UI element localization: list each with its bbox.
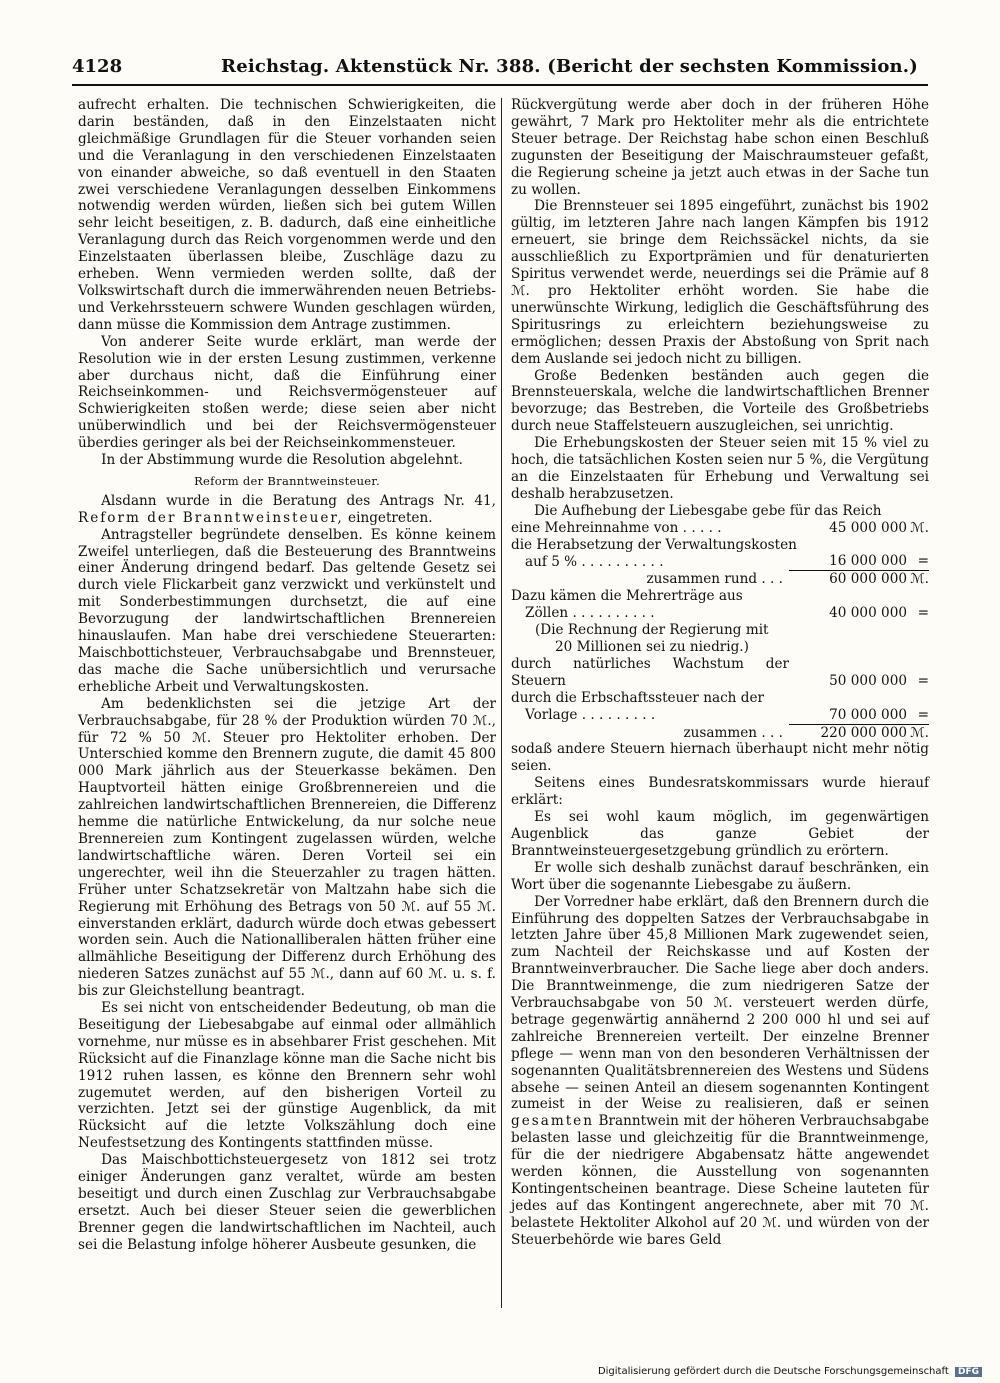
calc-row (511, 605, 929, 622)
calc-amount: 16 000 000 (789, 553, 907, 570)
dfg-logo: DFG (955, 1367, 982, 1377)
calc-label: Vorlage . . . . . . . . . (525, 707, 656, 724)
calc-amount: 45 000 000 (829, 519, 907, 536)
calc-label: durch natürliches Wachstum der Steuern (511, 655, 789, 689)
paragraph: Es sei wohl kaum möglich, im gegenwärtigen Augenblick das ganze Gebiet der Branntweinsteuergesetzgebung gründlich zu erörtern. (511, 809, 929, 859)
page-number: 4128 (72, 56, 123, 77)
calc-row (511, 656, 929, 690)
calc-row (511, 639, 929, 656)
header-rule (72, 84, 928, 86)
calc-unit: = (907, 707, 929, 724)
calc-amount: 220 000 000 (820, 724, 907, 741)
calc-row (511, 622, 929, 639)
text-span: Der Vorredner habe erklärt, daß den Brennern durch die Einführung des doppelten Satzes der Verbrauchsabgabe in letzten Jahre über 45,8 Millionen Mark zugewendet seien, zum Nachteil der Reichskasse und auf Kosten der Branntweinverbraucher. Die Sache liege aber doch anders. Die Branntweinmenge, die zum niedrigeren Satze der Verbrauchsabgabe von 50 ℳ. versteuert werden dürfe, betrage gegenwärtig annähernd 2 200 000 hl und sei auf zahlreiche Brennereien verteilt. Der einzelne Brenner pflege — wenn man von den besonderen Verhältnissen der sogenannten Qualitätsbrennereien des Westens und Südens absehe — seinen Anteil an diesem sogenannten Kontingent zumeist in der Weise zu realisieren, daß er seinen (511, 893, 929, 1113)
paragraph: Antragsteller begründete denselben. Es könne keinem Zweifel unterliegen, daß die Besteuerung des Branntweins einer Änderung dringend bedarf. Das geltende Gesetz sei durch viele Flickarbeit ganz verzwickt und verkünstelt und mit Sonderbestimmungen durchsetzt, die auf eine Bevorzugung der landwirtschaftlichen Brennereien hinauslaufen. Man habe drei verschiedene Steuerarten: Maischbottichsteuer, Verbrauchsabgabe und Brennsteuer, das mache die Sache unübersichtlich und verursache erhebliche Arbeit und Verwaltungskosten. (78, 526, 496, 695)
calc-label: die Herabsetzung der Verwaltungskosten (511, 536, 797, 553)
emphasis-text: Reform der Branntweinsteuer, (78, 509, 344, 526)
paragraph: aufrecht erhalten. Die technischen Schwierigkeiten, die darin beständen, daß in den Einzelstaaten nicht gleichmäßige Grundlagen für die Steuer vorhanden seien und die Veranlagung in den verschiedenen Einzelstaaten von einander abweiche, so daß eventuell in den Staaten zwei verschiedene Veranlagungen desselben Einkommens notwendig werden würden, ließen sich bei gutem Willen sehr leicht beseitigen, z. B. dadurch, daß eine einheitliche Veranlagung durch das Reich vorgenommen werde und den Einzelstaaten überlassen bleibe, Zuschläge dazu zu erheben. Wenn vermieden werden sollte, daß der Volkswirtschaft durch die immerwährenden neuen Betriebs- und Verkehrssteuern schwere Wunden geschlagen würden, dann müsse die Kommission dem Antrage zustimmen. (78, 97, 496, 333)
paragraph: In der Abstimmung wurde die Resolution abgelehnt. (101, 452, 463, 469)
text-span: Branntwein mit der höheren Verbrauchsabgabe belasten lasse und gleichzeitig für die Branntweinmenge, für die der niedrigere Abgabensatz hätte angewendet werden können, die Ausstellung von sogenannten Kontingentscheinen beantrage. Diese Scheine lauteten für jedes auf das Kontingent angerechnete, aber mit 70 ℳ. belastete Hektoliter Alkohol auf 20 ℳ. und würden von der Steuerbehörde wie bares Geld (511, 1113, 929, 1248)
digitization-credit (598, 1366, 982, 1377)
paragraph (78, 493, 496, 527)
calc-note: 20 Millionen sei zu niedrig.) (555, 639, 749, 655)
calc-label: durch die Erbschaftssteuer nach der (511, 689, 764, 706)
calc-unit: = (907, 553, 929, 570)
paragraph: Es sei nicht von entscheidender Bedeutung, ob man die Beseitigung der Liebesabgabe auf einmal oder allmählich vornehme, nur müsse es in absehbarer Frist geschehen. Mit Rücksicht auf die Finanzlage könne man die Sache nicht bis 1912 ruhen lassen, es könne den Brennern sehr wohl zugemutet werden, auf den bisherigen Vorteil zu verzichten. Jetzt sei der günstige Augenblick, da mit Rücksicht auf die letzte Volkszählung doch eine Neufestsetzung des Kontingents stattfinden müsse. (78, 1000, 496, 1152)
calc-total-label: zusammen . . . (683, 724, 783, 741)
emphasis-text: gesamten (511, 1113, 594, 1130)
calc-total-label: zusammen rund . . . (646, 571, 783, 588)
paragraph: Rückvergütung werde aber doch in der früheren Höhe gewährt, 7 Mark pro Hektoliter mehr als die entrichtete Steuer betrage. Der Reichstag habe schon einen Beschluß zugunsten der Beseitigung der Maischraumsteuer gefaßt, die Regierung scheine ja jetzt auch etwas in der Sache tun zu wollen. (511, 97, 929, 198)
calc-unit: = (917, 672, 929, 689)
running-title: Reichstag. Aktenstück Nr. 388. (Bericht der sechsten Kommission.) (221, 56, 918, 77)
right-column (511, 97, 929, 1249)
calc-row (511, 588, 929, 605)
text-span: eingetreten. (343, 509, 433, 526)
section-heading: Reform der Branntweinsteuer. (194, 473, 380, 488)
text-span: Alsdann wurde in die Beratung des Antrags Nr. 41, (101, 492, 496, 509)
calc-amount: 60 000 000 (829, 571, 907, 588)
calc-row (511, 520, 929, 537)
calc-row (511, 707, 929, 724)
calc-amount: 70 000 000 (789, 707, 907, 724)
page-header (72, 56, 928, 84)
revenue-calculation (511, 520, 929, 742)
paragraph: Von anderer Seite wurde erklärt, man werde der Resolution wie in der ersten Lesung zustimmen, verkenne aber durchaus nicht, daß die Einführung einer Reichseinkommen- und Reichsvermögensteuer auf Schwierigkeiten stoßen werde; diese seien aber nicht unüberwindlich und bei der Reichsvermögensteuer überdies geringer als bei der Reichseinkommensteuer. (78, 333, 496, 452)
paragraph: Seitens eines Bundesratskommissars wurde hierauf erklärt: (511, 775, 929, 809)
calc-row (511, 724, 929, 741)
calc-row (511, 537, 929, 554)
paragraph: Die Aufhebung der Liebesgabe gebe für das Reich (534, 502, 882, 519)
calc-unit: = (917, 605, 929, 622)
paragraph: sodaß andere Steuern hiernach überhaupt nicht mehr nötig seien. (511, 741, 929, 775)
calc-unit: ℳ. (910, 724, 929, 741)
paragraph (511, 894, 929, 1249)
column-divider (501, 98, 502, 1308)
paragraph: Die Brennsteuer sei 1895 eingeführt, zunächst bis 1902 gültig, im letzteren Jahre nach langen Kämpfen bis 1912 erneuert, sie bringe dem Reichssäckel nichts, da sie ausschließlich zu Exportprämien und für denaturierten Spiritus verwendet werde, neuerdings sei die Prämie auf 8 ℳ. pro Hektoliter erhöht worden. Sie habe die unerwünschte Wirkung, lediglich die Geschäftsführung des Spiritusrings zu erleichtern beziehungsweise zu ermöglichen; dessen Praxis der Abstoßung von Sprit nach dem Auslande sei jedoch nicht zu billigen. (511, 198, 929, 367)
calc-unit: ℳ. (910, 571, 929, 588)
calc-amount: 50 000 000 (829, 672, 907, 689)
calc-label: auf 5 % . . . . . . . . . . (525, 553, 664, 570)
calc-unit: ℳ. (910, 519, 929, 536)
calc-amount: 40 000 000 (829, 605, 907, 622)
calc-row (511, 571, 929, 588)
paragraph: Er wolle sich deshalb zunächst darauf beschränken, ein Wort über die sogenannte Liebesgabe zu äußern. (511, 859, 929, 893)
calc-label: eine Mehreinnahme von . . . . . (511, 519, 722, 536)
paragraph: Die Erhebungskosten der Steuer seien mit 15 % viel zu hoch, die tatsächlichen Kosten seien nur 5 %, die Vergütung an die Einzelstaaten für Erhebung und Verwaltung sei deshalb herabzusetzen. (511, 435, 929, 502)
calc-note: (Die Rechnung der Regierung mit (535, 622, 769, 639)
calc-row (511, 553, 929, 570)
paragraph: Am bedenklichsten sei die jetzige Art der Verbrauchsabgabe, für 28 % der Produktion würden 70 ℳ., für 72 % 50 ℳ. Steuer pro Hektoliter erhoben. Der Unterschied komme den Brennern zugute, die damit 45 800 000 Mark jährlich aus der Steuerkasse bekämen. Den Hauptvorteil hätten einige Großbrennereien und die zahlreichen landwirtschaftlichen Brennereien, die Differenz hemme die natürliche Entwickelung, da nur solche neue Brennereien zum Kontingent zugelassen würden, welche landwirtschaftliche wären. Deren Vorteil sei ein ungerechter, weil ihn die Steuerzahler zu tragen hätten. Früher unter Schatzsekretär von Maltzahn habe sich die Regierung mit Erhöhung des Betrags von 50 ℳ. auf 55 ℳ. einverstanden erklärt, dadurch würde doch etwas gebessert worden sein. Auch die Nationalliberalen hätten früher eine allmähliche Beseitigung der Differenz durch Erhöhung des niederen Satzes zunächst auf 55 ℳ., dann auf 60 ℳ. u. s. f. bis zur Gleichstellung beantragt. (78, 695, 496, 1000)
left-column (78, 97, 496, 1254)
paragraph: Große Bedenken beständen auch gegen die Brennsteuerskala, welche die landwirtschaftlichen Brenner bevorzuge; das Bestreben, die Vorteile des Großbetriebs durch neue Staffelsteuern auszugleichen, sei unrichtig. (511, 367, 929, 435)
calc-label: Dazu kämen die Mehrerträge aus (511, 588, 743, 605)
calc-row (511, 690, 929, 707)
credit-text: Digitalisierung gefördert durch die Deutsche Forschungsgemeinschaft (597, 1366, 949, 1377)
calc-label: Zöllen . . . . . . . . . . (525, 605, 655, 622)
paragraph: Das Maischbottichsteuergesetz von 1812 sei trotz einiger Änderungen ganz veraltet, würde am besten beseitigt und durch einen Zuschlag zur Verbrauchsabgabe ersetzt. Auch bei dieser Steuer seien die gewerblichen Brenner gegen die landwirtschaftlichen im Nachteil, auch sei die Belastung infolge höherer Ausbeute gesunken, die (78, 1152, 496, 1253)
